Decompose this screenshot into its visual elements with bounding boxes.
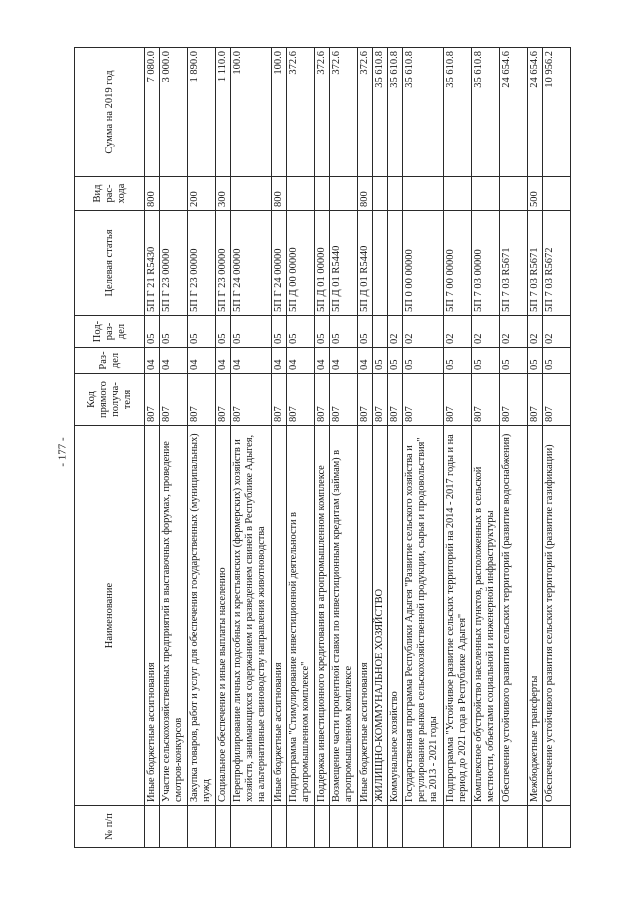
table-header-row bbox=[75, 48, 145, 848]
row-recipient-cell: 807 bbox=[528, 374, 543, 426]
row-article-cell: 5П 7 03 R5671 bbox=[528, 211, 543, 316]
row-recipient-cell: 807 bbox=[287, 374, 315, 426]
row-exp-type-cell bbox=[373, 177, 388, 211]
row-num-cell bbox=[388, 806, 403, 848]
row-subsection-cell: 02 bbox=[500, 316, 528, 348]
rotated-table-container bbox=[74, 48, 599, 848]
table-row bbox=[373, 48, 388, 848]
table-row bbox=[472, 48, 500, 848]
row-name-cell: Подпрограмма "Стимулирование инвестиционной деятельности в агропромышленном комплексе" bbox=[287, 426, 315, 806]
table-row bbox=[528, 48, 543, 848]
row-section-cell: 04 bbox=[160, 348, 188, 374]
row-recipient-cell: 807 bbox=[388, 374, 403, 426]
row-name-cell: Иные бюджетные ассигнования bbox=[272, 426, 287, 806]
row-article-cell: 5П Г 21 R5430 bbox=[145, 211, 160, 316]
row-section-cell: 05 bbox=[528, 348, 543, 374]
row-exp-type-cell bbox=[287, 177, 315, 211]
row-subsection-cell: 05 bbox=[330, 316, 358, 348]
row-num-cell bbox=[287, 806, 315, 848]
row-section-cell: 05 bbox=[388, 348, 403, 374]
row-name-cell: Поддержка инвестиционного кредитования в агропромышленном комплексе bbox=[315, 426, 330, 806]
row-recipient-cell: 807 bbox=[272, 374, 287, 426]
row-article-cell: 5П Г 23 00000 bbox=[188, 211, 216, 316]
row-num-cell bbox=[272, 806, 287, 848]
row-num-cell bbox=[528, 806, 543, 848]
row-name-cell: Обеспечение устойчивого развития сельских территорий (развитие водоснабжения) bbox=[500, 426, 528, 806]
row-name-cell: Межбюджетные трансферты bbox=[528, 426, 543, 806]
row-recipient-cell: 807 bbox=[330, 374, 358, 426]
row-amount-cell: 35 610.8 bbox=[388, 48, 403, 177]
row-amount-cell: 35 610.8 bbox=[403, 48, 444, 177]
row-article-cell bbox=[388, 211, 403, 316]
row-article-cell: 5П 7 03 R5672 bbox=[543, 211, 571, 316]
row-article-cell: 5П Д 01 R5440 bbox=[330, 211, 358, 316]
row-exp-type-cell bbox=[315, 177, 330, 211]
row-article-cell: 5П Д 01 R5440 bbox=[358, 211, 373, 316]
row-exp-type-cell bbox=[231, 177, 272, 211]
page-number: - 177 - bbox=[56, 437, 69, 467]
header-recipient: Код прямого получа-теля bbox=[75, 374, 145, 426]
row-subsection-cell: 05 bbox=[315, 316, 330, 348]
row-exp-type-cell bbox=[160, 177, 188, 211]
table-row bbox=[500, 48, 528, 848]
row-amount-cell: 100.0 bbox=[272, 48, 287, 177]
row-name-cell: Иные бюджетные ассигнования bbox=[145, 426, 160, 806]
row-article-cell: 5П Г 24 00000 bbox=[272, 211, 287, 316]
row-recipient-cell: 807 bbox=[188, 374, 216, 426]
row-name-cell: Обеспечение устойчивого развития сельских территорий (развитие газификации) bbox=[543, 426, 571, 806]
header-exp-type: Вид рас-хода bbox=[75, 177, 145, 211]
table-row bbox=[444, 48, 472, 848]
row-num-cell bbox=[472, 806, 500, 848]
row-recipient-cell: 807 bbox=[472, 374, 500, 426]
row-amount-cell: 3 000.0 bbox=[160, 48, 188, 177]
header-amount: Сумма на 2019 год bbox=[75, 48, 145, 177]
row-name-cell: Подпрограмма "Устойчивое развитие сельских территорий на 2014 - 2017 годы и на период до 2021 года в Республике Адыгея" bbox=[444, 426, 472, 806]
row-subsection-cell: 05 bbox=[216, 316, 231, 348]
row-section-cell: 04 bbox=[188, 348, 216, 374]
row-amount-cell: 35 610.8 bbox=[444, 48, 472, 177]
row-name-cell: Государственная программа Республики Адыгея "Развитие сельского хозяйства и регулирование рынков сельскохозяйственной продукции, сырья и продовольствия" на 2013 - 2021 годы bbox=[403, 426, 444, 806]
row-name-cell: Социальное обеспечение и иные выплаты населению bbox=[216, 426, 231, 806]
row-recipient-cell: 807 bbox=[403, 374, 444, 426]
row-exp-type-cell: 300 bbox=[216, 177, 231, 211]
row-num-cell bbox=[231, 806, 272, 848]
row-name-cell: Коммунальное хозяйство bbox=[388, 426, 403, 806]
row-subsection-cell bbox=[373, 316, 388, 348]
row-section-cell: 04 bbox=[145, 348, 160, 374]
row-amount-cell: 24 654.6 bbox=[500, 48, 528, 177]
row-subsection-cell: 02 bbox=[444, 316, 472, 348]
row-article-cell: 5П 7 03 00000 bbox=[472, 211, 500, 316]
table-row bbox=[272, 48, 287, 848]
row-exp-type-cell bbox=[388, 177, 403, 211]
header-name: Наименование bbox=[75, 426, 145, 806]
row-name-cell: Иные бюджетные ассигнования bbox=[358, 426, 373, 806]
row-section-cell: 04 bbox=[287, 348, 315, 374]
row-section-cell: 04 bbox=[272, 348, 287, 374]
row-subsection-cell: 05 bbox=[272, 316, 287, 348]
row-section-cell: 05 bbox=[543, 348, 571, 374]
header-section: Раз-дел bbox=[75, 348, 145, 374]
table-row bbox=[315, 48, 330, 848]
row-recipient-cell: 807 bbox=[543, 374, 571, 426]
row-amount-cell: 24 654.6 bbox=[528, 48, 543, 177]
row-exp-type-cell bbox=[500, 177, 528, 211]
row-subsection-cell: 05 bbox=[145, 316, 160, 348]
row-name-cell: Комплексное обустройство населенных пунктов, расположенных в сельской местности, объектами социальной и инженерной инфраструктуры bbox=[472, 426, 500, 806]
row-subsection-cell: 05 bbox=[188, 316, 216, 348]
row-name-cell: Закупка товаров, работ и услуг для обеспечения государственных (муниципальных) нужд bbox=[188, 426, 216, 806]
table-row bbox=[388, 48, 403, 848]
row-section-cell: 05 bbox=[500, 348, 528, 374]
table-row bbox=[231, 48, 272, 848]
header-article: Целевая статья bbox=[75, 211, 145, 316]
row-recipient-cell: 807 bbox=[145, 374, 160, 426]
row-recipient-cell: 807 bbox=[444, 374, 472, 426]
table-row bbox=[330, 48, 358, 848]
row-exp-type-cell: 800 bbox=[145, 177, 160, 211]
row-subsection-cell: 05 bbox=[358, 316, 373, 348]
budget-table bbox=[74, 47, 571, 848]
row-amount-cell: 372.6 bbox=[330, 48, 358, 177]
row-section-cell: 05 bbox=[444, 348, 472, 374]
row-section-cell: 04 bbox=[231, 348, 272, 374]
row-amount-cell: 372.6 bbox=[315, 48, 330, 177]
row-num-cell bbox=[315, 806, 330, 848]
row-exp-type-cell: 200 bbox=[188, 177, 216, 211]
row-amount-cell: 35 610.8 bbox=[373, 48, 388, 177]
header-num: № п/п bbox=[75, 806, 145, 848]
row-section-cell: 04 bbox=[315, 348, 330, 374]
row-subsection-cell: 02 bbox=[388, 316, 403, 348]
row-exp-type-cell: 800 bbox=[272, 177, 287, 211]
table-row bbox=[160, 48, 188, 848]
row-num-cell bbox=[188, 806, 216, 848]
row-article-cell: 5П Г 23 00000 bbox=[160, 211, 188, 316]
row-num-cell bbox=[358, 806, 373, 848]
row-subsection-cell: 02 bbox=[472, 316, 500, 348]
row-num-cell bbox=[160, 806, 188, 848]
row-subsection-cell: 02 bbox=[528, 316, 543, 348]
row-name-cell: Возмещение части процентной ставки по инвестиционным кредитам (займам) в агропромышленном комплексе bbox=[330, 426, 358, 806]
row-subsection-cell: 05 bbox=[160, 316, 188, 348]
row-name-cell: Участие сельскохозяйственных предприятий в выставочных форумах, проведение смотров-конкурсов bbox=[160, 426, 188, 806]
row-section-cell: 04 bbox=[358, 348, 373, 374]
row-subsection-cell: 02 bbox=[403, 316, 444, 348]
row-num-cell bbox=[373, 806, 388, 848]
row-article-cell: 5П Г 23 00000 bbox=[216, 211, 231, 316]
row-recipient-cell: 807 bbox=[216, 374, 231, 426]
table-row bbox=[216, 48, 231, 848]
row-recipient-cell: 807 bbox=[373, 374, 388, 426]
row-article-cell: 5П Д 00 00000 bbox=[287, 211, 315, 316]
row-exp-type-cell bbox=[444, 177, 472, 211]
table-row bbox=[145, 48, 160, 848]
table-row bbox=[403, 48, 444, 848]
row-subsection-cell: 05 bbox=[287, 316, 315, 348]
row-num-cell bbox=[543, 806, 571, 848]
header-subsection: Под-раз-дел bbox=[75, 316, 145, 348]
row-article-cell: 5П Г 24 00000 bbox=[231, 211, 272, 316]
row-article-cell: 5П 7 03 R5671 bbox=[500, 211, 528, 316]
row-exp-type-cell: 800 bbox=[358, 177, 373, 211]
row-amount-cell: 372.6 bbox=[287, 48, 315, 177]
table-row bbox=[287, 48, 315, 848]
row-num-cell bbox=[500, 806, 528, 848]
table-row bbox=[188, 48, 216, 848]
row-amount-cell: 372.6 bbox=[358, 48, 373, 177]
row-recipient-cell: 807 bbox=[500, 374, 528, 426]
table-row bbox=[358, 48, 373, 848]
row-name-cell: Перепрофилирование личных подсобных и крестьянских (фермерских) хозяйств и хозяйств, занимающихся содержанием и разведением свиней в Республике Адыгея, на альтернативные свиноводству направления животноводства bbox=[231, 426, 272, 806]
row-recipient-cell: 807 bbox=[231, 374, 272, 426]
row-num-cell bbox=[145, 806, 160, 848]
row-recipient-cell: 807 bbox=[160, 374, 188, 426]
row-section-cell: 05 bbox=[472, 348, 500, 374]
row-amount-cell: 35 610.8 bbox=[472, 48, 500, 177]
row-num-cell bbox=[403, 806, 444, 848]
row-exp-type-cell: 500 bbox=[528, 177, 543, 211]
row-amount-cell: 10 956.2 bbox=[543, 48, 571, 177]
row-article-cell bbox=[373, 211, 388, 316]
row-recipient-cell: 807 bbox=[315, 374, 330, 426]
row-article-cell: 5П 0 00 00000 bbox=[403, 211, 444, 316]
row-exp-type-cell bbox=[403, 177, 444, 211]
row-subsection-cell: 02 bbox=[543, 316, 571, 348]
table-row bbox=[543, 48, 571, 848]
row-amount-cell: 7 080.0 bbox=[145, 48, 160, 177]
row-exp-type-cell bbox=[543, 177, 571, 211]
row-name-cell: ЖИЛИЩНО-КОММУНАЛЬНОЕ ХОЗЯЙСТВО bbox=[373, 426, 388, 806]
row-article-cell: 5П 7 00 00000 bbox=[444, 211, 472, 316]
row-subsection-cell: 05 bbox=[231, 316, 272, 348]
row-amount-cell: 1 890.0 bbox=[188, 48, 216, 177]
row-amount-cell: 100.0 bbox=[231, 48, 272, 177]
row-num-cell bbox=[444, 806, 472, 848]
row-num-cell bbox=[330, 806, 358, 848]
row-exp-type-cell bbox=[330, 177, 358, 211]
row-section-cell: 05 bbox=[403, 348, 444, 374]
row-exp-type-cell bbox=[472, 177, 500, 211]
row-section-cell: 05 bbox=[373, 348, 388, 374]
row-article-cell: 5П Д 01 00000 bbox=[315, 211, 330, 316]
row-section-cell: 04 bbox=[216, 348, 231, 374]
row-num-cell bbox=[216, 806, 231, 848]
row-amount-cell: 1 110.0 bbox=[216, 48, 231, 177]
row-section-cell: 04 bbox=[330, 348, 358, 374]
table-body bbox=[145, 48, 571, 848]
row-recipient-cell: 807 bbox=[358, 374, 373, 426]
